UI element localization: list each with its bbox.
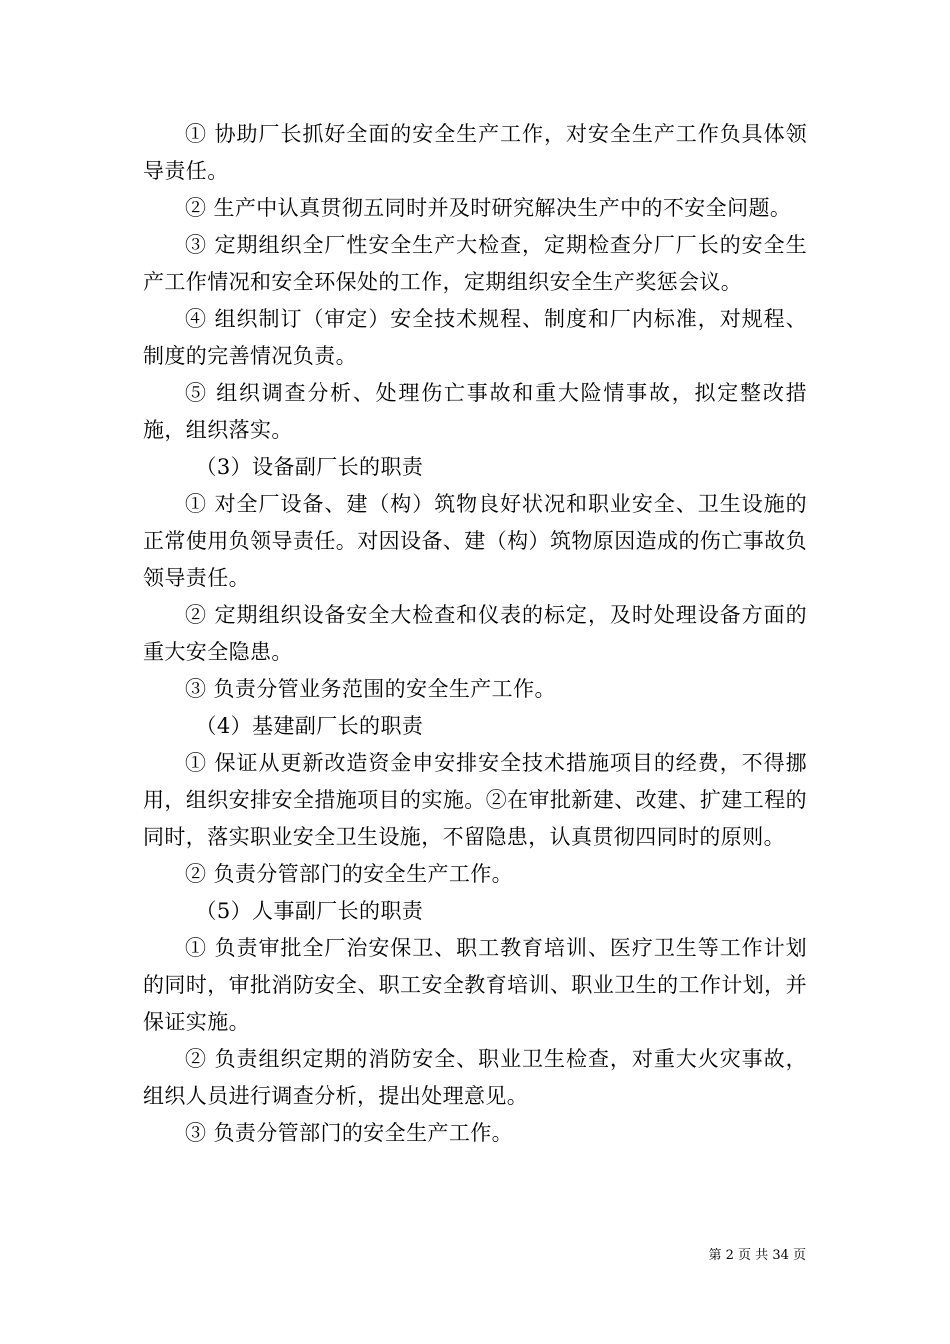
paragraph-duty-4: ④ 组织制订（审定）安全技术规程、制度和厂内标准，对规程、制度的完善情况负责。 bbox=[143, 307, 807, 368]
paragraph-equipment-duty-1: ① 对全厂设备、建（构）筑物良好状况和职业安全、卫生设施的正常使用负领导责任。对因设备、建（构）筑物原因造成的伤亡事故负领导责任。 bbox=[143, 492, 807, 590]
paragraph-personnel-duty-1: ① 负责审批全厂治安保卫、职工教育培训、医疗卫生等工作计划的同时，审批消防安全、职工安全教育培训、职业卫生的工作计划，并保证实施。 bbox=[143, 936, 807, 1034]
paragraph-duty-1: ① 协助厂长抓好全面的安全生产工作，对安全生产工作负具体领导责任。 bbox=[143, 122, 807, 183]
section-heading-personnel: （5）人事副厂长的职责 bbox=[195, 899, 424, 923]
paragraph-duty-5: ⑤ 组织调查分析、处理伤亡事故和重大险情事故，拟定整改措施，组织落实。 bbox=[143, 381, 807, 442]
paragraph-equipment-duty-2: ② 定期组织设备安全大检查和仪表的标定，及时处理设备方面的重大安全隐患。 bbox=[143, 603, 807, 664]
paragraph-construction-duty-2: ② 负责分管部门的安全生产工作。 bbox=[185, 862, 514, 886]
paragraph-construction-duty-1: ① 保证从更新改造资金申安排安全技术措施项目的经费，不得挪用，组织安排安全措施项目的实施。②在审批新建、改建、扩建工程的同时，落实职业安全卫生设施，不留隐患，认真贯彻四同时的原则。 bbox=[143, 751, 807, 849]
paragraph-equipment-duty-3: ③ 负责分管业务范围的安全生产工作。 bbox=[185, 677, 556, 701]
paragraph-duty-3: ③ 定期组织全厂性安全生产大检查，定期检查分厂厂长的安全生产工作情况和安全环保处的工作，定期组织安全生产奖惩会议。 bbox=[143, 233, 807, 294]
document-body bbox=[143, 116, 807, 1152]
page-number-footer: 第 2 页 共 34 页 bbox=[708, 1248, 806, 1263]
section-heading-equipment: （3）设备副厂长的职责 bbox=[195, 455, 424, 479]
paragraph-personnel-duty-2: ② 负责组织定期的消防安全、职业卫生检查，对重大火灾事故，组织人员进行调查分析，提出处理意见。 bbox=[143, 1047, 807, 1108]
section-heading-construction: （4）基建副厂长的职责 bbox=[195, 714, 424, 738]
paragraph-personnel-duty-3: ③ 负责分管部门的安全生产工作。 bbox=[185, 1121, 514, 1145]
paragraph-duty-2: ② 生产中认真贯彻五同时并及时研究解决生产中的不安全问题。 bbox=[185, 196, 792, 220]
